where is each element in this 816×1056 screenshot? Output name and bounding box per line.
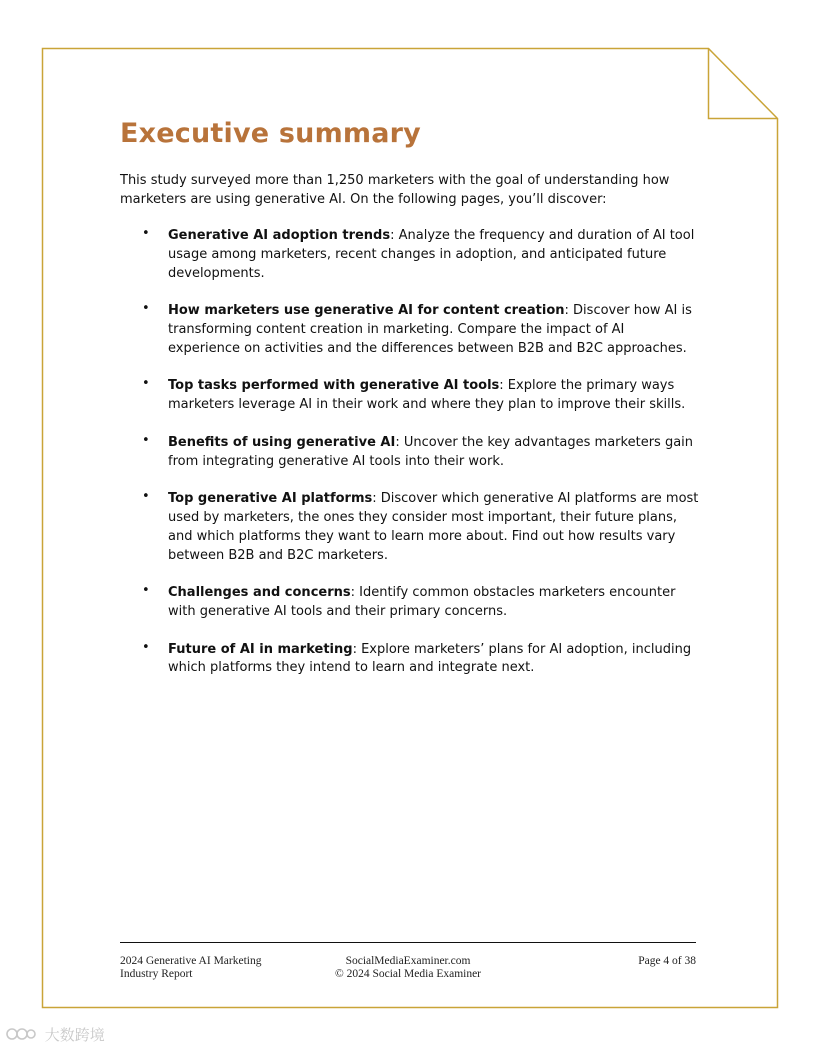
footer-report-title bbox=[120, 955, 300, 981]
footer-left-line1: 2024 Generative AI Marketing bbox=[120, 955, 262, 967]
bullet-term: Benefits of using generative AI bbox=[168, 434, 396, 450]
bullet-term: Top generative AI platforms bbox=[168, 491, 373, 507]
bullet-term: Generative AI adoption trends bbox=[168, 228, 391, 243]
bullet-term: Top tasks performed with generative AI tools bbox=[168, 378, 500, 394]
bullet-dot-icon: • bbox=[142, 301, 150, 317]
footer-left-line2: Industry Report bbox=[120, 968, 193, 980]
summary-bullet bbox=[120, 434, 700, 472]
bullet-text: : Discover which generative AI platforms are most used by marketers, the ones they consider most important, their future plans, and which platforms they want to learn more about. Find out how results vary between B2B and B2C marketers. bbox=[168, 491, 699, 563]
bullet-term: Challenges and concerns bbox=[168, 585, 351, 601]
bullet-text: : Explore the primary ways marketers leverage AI in their work and where they plan to improve their skills. bbox=[168, 378, 686, 413]
bullet-text: : Identify common obstacles marketers encounter with generative AI tools and their primary concerns. bbox=[168, 585, 676, 619]
bullet-dot-icon: • bbox=[142, 432, 150, 448]
page-title: Executive summary bbox=[120, 118, 421, 149]
summary-bullet bbox=[120, 302, 700, 358]
summary-bullet bbox=[120, 584, 700, 622]
page-number: Page 4 of 38 bbox=[638, 955, 696, 967]
bullet-text: : Discover how AI is transforming content creation in marketing. Compare the impact of AI experience on activities and the differences between B2B and B2C approaches. bbox=[168, 303, 692, 356]
bullet-dot-icon: • bbox=[142, 376, 150, 392]
summary-bullet bbox=[120, 641, 700, 679]
intro-paragraph: This study surveyed more than 1,250 marketers with the goal of understanding how marketers are using generative AI. On the following pages, you’ll discover: bbox=[120, 173, 670, 207]
main-content bbox=[120, 118, 700, 697]
watermark bbox=[6, 1024, 105, 1046]
footer-copyright: © 2024 Social Media Examiner bbox=[334, 968, 482, 980]
footer-divider bbox=[120, 942, 696, 943]
summary-bullet bbox=[120, 227, 700, 283]
footer-website: SocialMediaExaminer.com bbox=[345, 955, 471, 967]
watermark-text: 大数跨境 bbox=[44, 1026, 105, 1044]
bullet-text: : Analyze the frequency and duration of AI tool usage among marketers, recent changes in adoption, and anticipated future developments. bbox=[168, 228, 695, 281]
bullet-text: : Uncover the key advantages marketers gain from integrating generative AI tools into their work. bbox=[168, 434, 694, 469]
bullet-dot-icon: • bbox=[142, 583, 150, 599]
summary-bullet-list bbox=[120, 227, 700, 678]
summary-bullet bbox=[120, 377, 700, 415]
bullet-dot-icon: • bbox=[142, 489, 150, 505]
watermark-logo-icon bbox=[6, 1026, 36, 1046]
bullet-text: : Explore marketers’ plans for AI adoption, including which platforms they intend to learn and integrate next. bbox=[168, 641, 692, 676]
bullet-term: Future of AI in marketing bbox=[168, 641, 353, 657]
bullet-dot-icon: • bbox=[142, 226, 150, 241]
footer-publisher bbox=[310, 955, 506, 981]
summary-bullet bbox=[120, 490, 700, 565]
bullet-term: How marketers use generative AI for content creation bbox=[168, 303, 565, 319]
bullet-dot-icon: • bbox=[142, 639, 150, 655]
